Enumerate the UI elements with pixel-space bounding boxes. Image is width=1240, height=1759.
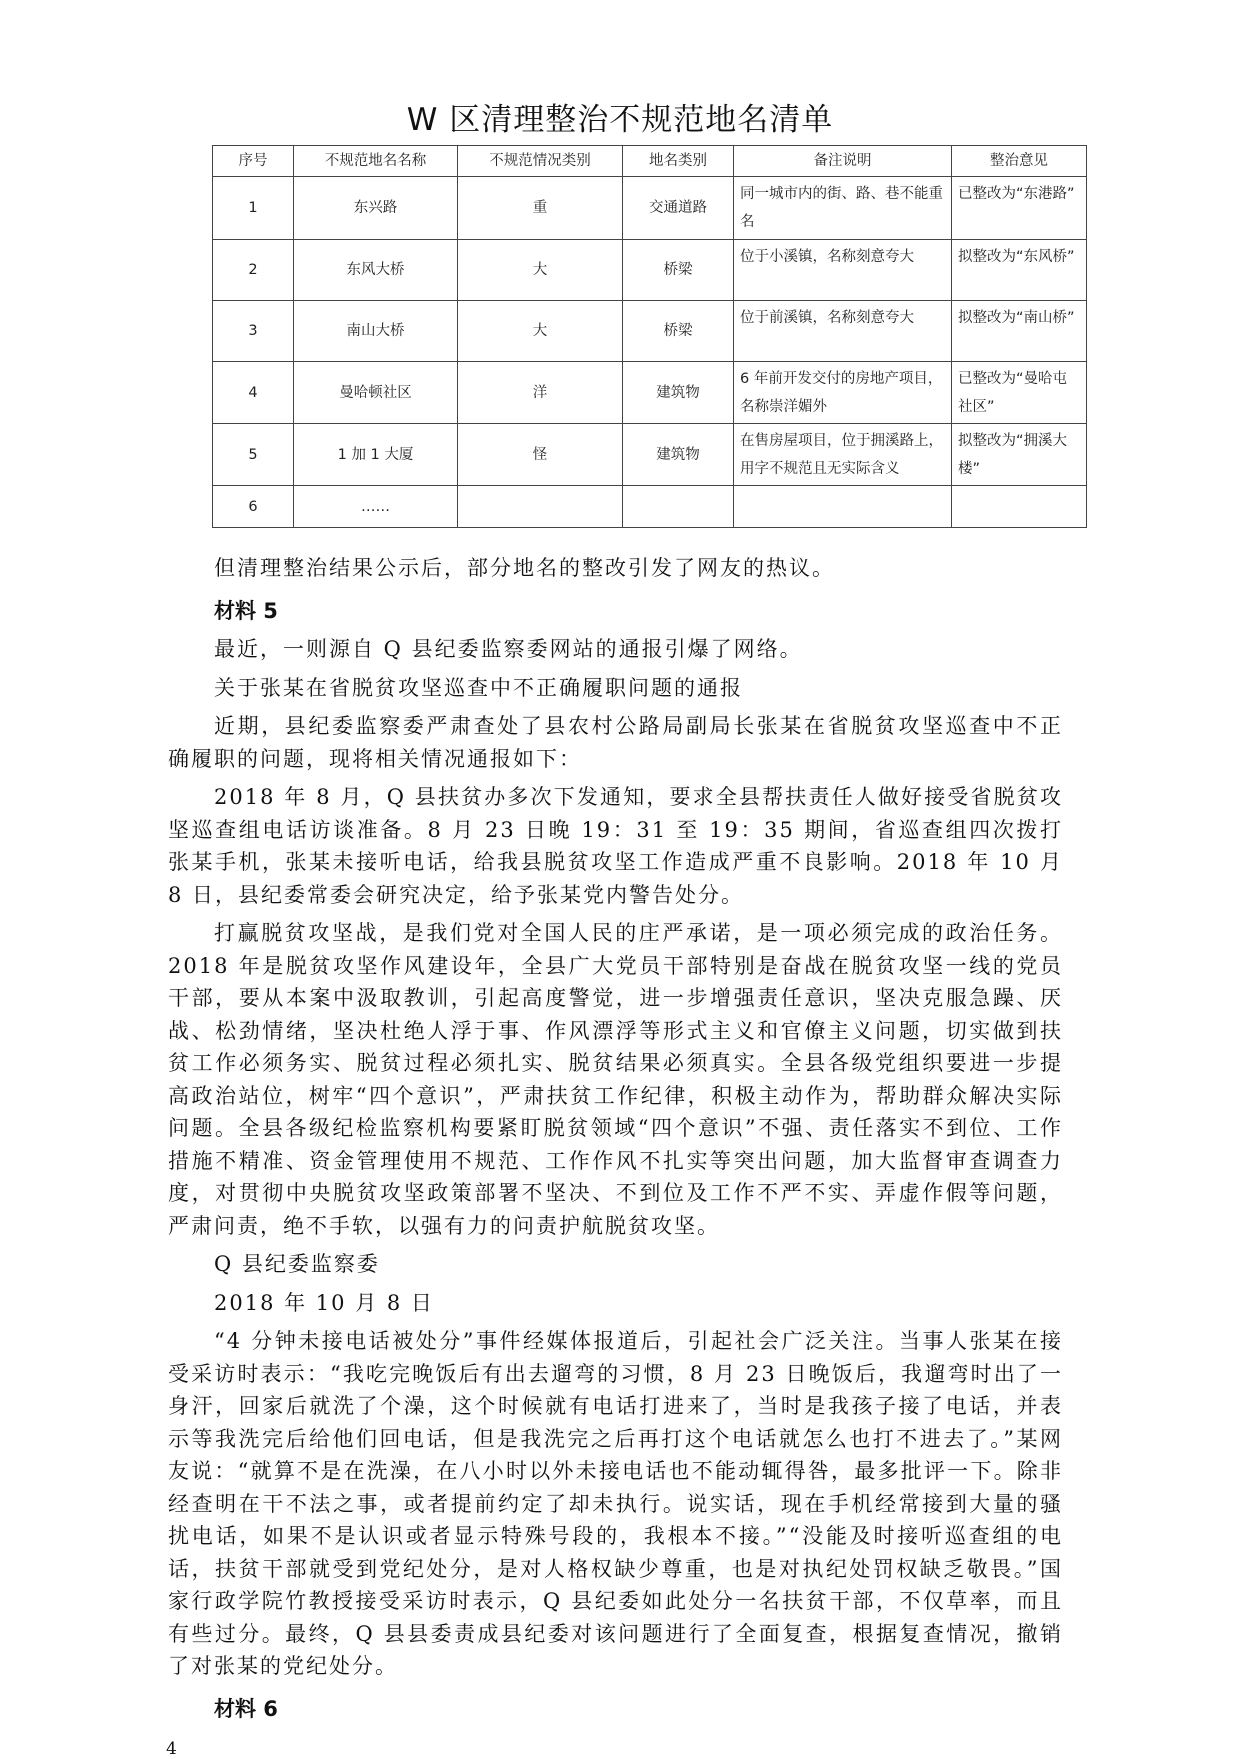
table-cell: 2	[213, 240, 294, 301]
table-cell	[952, 486, 1087, 528]
table-cell: 重	[458, 177, 623, 240]
table-row	[213, 424, 1087, 486]
table-row	[213, 486, 1087, 528]
signature: Q 县纪委监察委	[214, 1252, 380, 1276]
header-cell: 地名类别	[623, 146, 734, 177]
table-cell: 南山大桥	[294, 301, 458, 362]
table-cell: 6 年前开发交付的房地产项目，名称崇洋媚外	[734, 362, 952, 424]
table-cell: 交通道路	[623, 177, 734, 240]
paragraph: 打赢脱贫攻坚战，是我们党对全国人民的庄严承诺，是一项必须完成的政治任务。2018 年是脱贫攻坚作风建设年，全县广大党员干部特别是奋战在脱贫攻坚一线的党员干部，要从本案中汲取教训，引起高度警觉，进一步增强责任意识，坚决克服急躁、厌战、松劲情绪，坚决杜绝人浮于事、作风漂浮等形式主义和官僚主义问题，切实做到扶贫工作必须务实、脱贫过程必须扎实、脱贫结果必须真实。全县各级党组织要进一步提高政治站位，树牢“四个意识”，严肃扶贫工作纪律，积极主动作为，帮助群众解决实际问题。全县各级纪检监察机构要紧盯脱贫领域“四个意识”不强、责任落实不到位、工作措施不精准、资金管理使用不规范、工作作风不扎实等突出问题，加大监督审查调查力度，对贯彻中央脱贫攻坚政策部署不坚决、不到位及工作不严不实、弄虚作假等问题，严肃问责，绝不手软，以强有力的问责护航脱贫攻坚。	[168, 921, 1063, 1238]
header-cell: 备注说明	[734, 146, 952, 177]
header-cell: 不规范地名名称	[294, 146, 458, 177]
table-cell: 4	[213, 362, 294, 424]
table-cell: 曼哈顿社区	[294, 362, 458, 424]
page-number: 4	[166, 1739, 177, 1759]
table-cell: 拟整改为“拥溪大楼”	[952, 424, 1087, 486]
table-cell: 建筑物	[623, 362, 734, 424]
table-cell: 东风大桥	[294, 240, 458, 301]
table-cell	[734, 486, 952, 528]
table-title: W 区清理整治不规范地名清单	[406, 102, 834, 138]
table-cell: 拟整改为“南山桥”	[952, 301, 1087, 362]
table-row	[213, 362, 1087, 424]
place-names-table	[212, 145, 1087, 528]
table-cell: 6	[213, 486, 294, 528]
table-row	[213, 240, 1087, 301]
table-cell: 5	[213, 424, 294, 486]
header-cell: 序号	[213, 146, 294, 177]
table-cell: 1	[213, 177, 294, 240]
table-cell	[623, 486, 734, 528]
table-row	[213, 177, 1087, 240]
table-cell: 同一城市内的街、路、巷不能重名	[734, 177, 952, 240]
notice-title: 关于张某在省脱贫攻坚巡查中不正确履职问题的通报	[214, 675, 743, 700]
table-cell: 在售房屋项目，位于拥溪路上，用字不规范且无实际含义	[734, 424, 952, 486]
paragraph: 近期，县纪委监察委严肃查处了县农村公路局副局长张某在省脱贫攻坚巡查中不正确履职的问题，现将相关情况通报如下：	[168, 714, 1063, 771]
table-cell: 位于前溪镇，名称刻意夸大	[734, 301, 952, 362]
table-cell: 大	[458, 240, 623, 301]
table-cell: 怪	[458, 424, 623, 486]
paragraph: 但清理整治结果公示后，部分地名的整改引发了网友的热议。	[214, 556, 835, 580]
table-cell: 位于小溪镇，名称刻意夸大	[734, 240, 952, 301]
table-cell: ……	[294, 486, 458, 528]
table-cell: 已整改为“曼哈屯社区”	[952, 362, 1087, 424]
table-header-row	[213, 146, 1087, 177]
table-row	[213, 301, 1087, 362]
header-cell: 整治意见	[952, 146, 1087, 177]
table-cell: 建筑物	[623, 424, 734, 486]
table-cell: 大	[458, 301, 623, 362]
table-cell: 1 加 1 大厦	[294, 424, 458, 486]
paragraph: 2018 年 8 月，Q 县扶贫办多次下发通知，要求全县帮扶责任人做好接受省脱贫攻坚巡查组电话访谈准备。8 月 23 日晚 19：31 至 19：35 期间，省巡查组四次拨打张某手机，张某未接听电话，给我县脱贫攻坚工作造成严重不良影响。2018 年 10 月 8 日，县纪委常委会研究决定，给予张某党内警告处分。	[168, 785, 1063, 907]
table-cell: 东兴路	[294, 177, 458, 240]
section-heading: 材料 5	[214, 598, 278, 623]
table-cell: 拟整改为“东风桥”	[952, 240, 1087, 301]
paragraph: “4 分钟未接电话被处分”事件经媒体报道后，引起社会广泛关注。当事人张某在接受采访时表示：“我吃完晚饭后有出去遛弯的习惯，8 月 23 日晚饭后，我遛弯时出了一身汗，回家后就洗了个澡，这个时候就有电话打进来了，当时是我孩子接了电话，并表示等我洗完后给他们回电话，但是我洗完之后再打这个电话就怎么也打不进去了。”某网友说：“就算不是在洗澡，在八小时以外未接电话也不能动辄得咎，最多批评一下。除非经查明在干不法之事，或者提前约定了却未执行。说实话，现在手机经常接到大量的骚扰电话，如果不是认识或者显示特殊号段的，我根本不接。”“没能及时接听巡查组的电话，扶贫干部就受到党纪处分，是对人格权缺少尊重，也是对执纪处罚权缺乏敬畏。”国家行政学院竹教授接受采访时表示，Q 县纪委如此处分一名扶贫干部，不仅草率，而且有些过分。最终，Q 县县委责成县纪委对该问题进行了全面复查，根据复查情况，撤销了对张某的党纪处分。	[168, 1329, 1063, 1678]
paragraph: 最近，一则源自 Q 县纪委监察委网站的通报引爆了网络。	[214, 637, 803, 661]
date: 2018 年 10 月 8 日	[214, 1290, 434, 1315]
table-cell: 已整改为“东港路”	[952, 177, 1087, 240]
section-heading: 材料 6	[214, 1696, 278, 1721]
table-cell: 桥梁	[623, 301, 734, 362]
table-cell: 3	[213, 301, 294, 362]
table-cell: 洋	[458, 362, 623, 424]
header-cell: 不规范情况类别	[458, 146, 623, 177]
table-cell	[458, 486, 623, 528]
table-cell: 桥梁	[623, 240, 734, 301]
